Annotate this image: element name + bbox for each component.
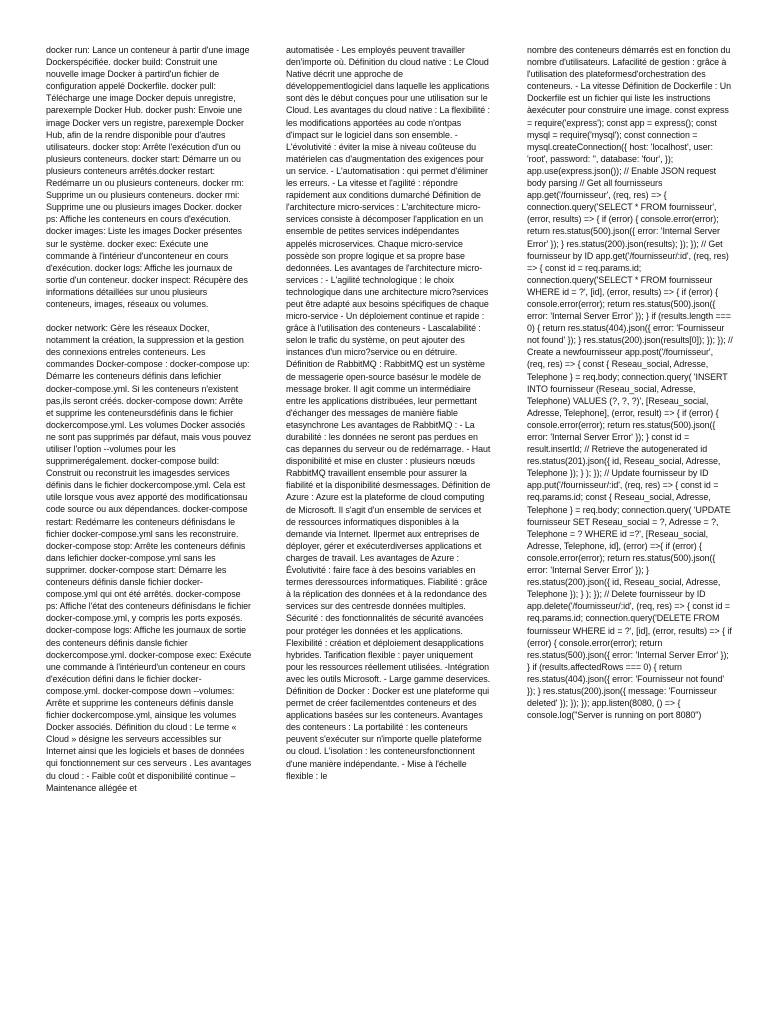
text-column-left bbox=[46, 44, 252, 794]
cloud-definitions-paragraph: automatisée - Les employés peuvent travailler den'importe où. Définition du cloud native : Le Cloud Native décrit une approche de développementlogiciel dans laquelle les applications sont dès le début conçues pour une utilisation sur le Cloud. Les avantages du cloud native : La flexibilité : les modifications apportées au code n'ontpas d'impact sur le logiciel dans son ensemble. - L'évolutivité : éviter la mise à niveau coûteuse du matérielen cas d'augmentation des exigences pour un service. - L'automatisation : qui permet d'éliminer les erreurs. - La vitesse et l'agilité : répondre rapidement aux conditions dumarché Définition de l'architecture micro-services : L'architecture micro-services consiste à décomposer l'application en un ensemble de petites services indépendantes appelés microservices. Chaque micro-service possède son propre logique et sa propre base dedonnées. Les avantages de l'architecture micro-services : - L'agilité technologique : le choix technologique dans une architecture micro?services peut être adapté aux besoins spécifiques de chaque micro-service - Un déploiement continue et rapide : grâce à l'utilisation des conteneurs - Lascalabilité : selon le trafic du système, on peut ajouter des instances d'un micro?service ou en détruire. Définition de RabbitMQ : RabbitMQ est un système de messagerie open-source basésur le modèle de message broker. Il agit comme un intermédiaire entre les applications distribuées, leur permettant d'échanger des messages de manière fiable etasynchrone Les avantages de RabbitMQ : - La durabilité : les données ne seront pas perdues en cas depannes du serveur ou de redémarrage. - Haut disponibilité et mise en cluster : plusieurs nœuds RabbitMQ travaillent ensemble pour assurer la fiabilité et la disponibilité desmessages. Définition de Azure : Azure est la plateforme de cloud computing de Microsoft. Il s'agit d'un ensemble de services et de ressources informatiques disponibles à la demande via Internet. Ilpermet aux entreprises de déployer, gérer et exécuterdiverses applications et charges de travail. Les avantages de Azure : Évolutivité : faire face à des besoins variables en termes deressources informatiques. Fiabilité : grâce à la réplication des données et à la redondance des services sur des centresde données multiples. Sécurité : des fonctionnalités de sécurité avancées pour protéger les données et les applications. Flexibilité : création et déploiement desapplications hybrides. Tarification flexible : payer uniquement pour les ressources réellement utilisées. -Intégration avec les outils Microsoft. - Large gamme deservices. Définition de Docker : Docker est une plateforme qui permet de créer facilementdes conteneurs et des applications basées sur les conteneurs. Avantages des conteneurs : La portabilité : les conteneurs peuvent s'exécuter sur n'importe quelle plateforme ou cloud. L'isolation : les conteneursfonctionnent d'une manière indépendante. - Mise à l'échelle flexible : le bbox=[286, 45, 491, 781]
text-column-right bbox=[527, 44, 733, 721]
code-listing-paragraph: nombre des conteneurs démarrés est en fonction du nombre d'utilisateurs. Lafacilité de gestion : grâce à l'utilisation des plateformesd'orchestration des conteneurs. - La vitesse Définition de Dockerfile : Un Dockerfile est un fichier qui liste les instructions àexécuter pour construire une image. const express = require('express'); const app = express(); const mysql = require('mysql'); const connection = mysql.createConnection({ host: 'localhost', user: 'root', password: '', database: 'four', }); app.use(express.json()); // Enable JSON request body parsing // Get all fournisseurs app.get('/fournisseur', (req, res) => { connection.query('SELECT * FROM fournisseur', (error, results) => { if (error) { console.error(error); return res.status(500).json({ error: 'Internal Server Error' }); } res.status(200).json(results); }); }); // Get fournisseur by ID app.get('/fournisseur/:id', (req, res) => { const id = req.params.id; connection.query('SELECT * FROM fournisseur WHERE id = ?', [id], (error, results) => { if (error) { console.error(error); return res.status(500).json({ error: 'Internal Server Error' }); } if (results.length === 0) { return res.status(404).json({ error: 'Fournisseur not found' }); } res.status(200).json(results[0]); }); }); // Create a newfournisseur app.post('/fournisseur', (req, res) => { const { Reseau_social, Adresse, Telephone } = req.body; connection.query( 'INSERT INTO fournisseur (Reseau_social, Adresse, Telephone) VALUES (?, ?, ?)', [Reseau_social, Adresse, Telephone], (error, result) => { if (error) { console.error(error); return res.status(500).json({ error: 'Internal Server Error' }); } const id = result.insertId; // Retrieve the autogenerated id res.status(201).json({ id, Reseau_social, Adresse, Telephone }); } ); }); // Update fournisseur by ID app.put('/fournisseur/:id', (req, res) => { const id = req.params.id; const { Reseau_social, Adresse, Telephone } = req.body; connection.query( 'UPDATE fournisseur SET Reseau_social = ?, Adresse = ?, Telephone = ? WHERE id =?', [Reseau_social, Adresse, Telephone, id], (error) =>{ if (error) { console.error(error); return res.status(500).json({ error: 'Internal Server Error' }); } res.status(200).json({ id, Reseau_social, Adresse, Telephone }); } ); }); // Delete fournisseur by ID app.delete('/fournisseur/:id', (req, res) => { const id = req.params.id; connection.query('DELETE FROM fournisseur WHERE id = ?', [id], (error, results) => { if (error) { console.error(error); return res.status(500).json({ error: 'Internal Server Error' }); } if (results.affectedRows === 0) { return res.status(404).json({ error: 'Fournisseur not found' }); } res.status(200).json({ message: 'Fournisseur deleted' }); }); }); app.listen(8080, () => { console.log("Server is running on port 8080") bbox=[527, 45, 733, 721]
docker-commands-paragraph: docker run: Lance un conteneur à partir d'une image Dockerspécifiée. docker build: Construit une nouvelle image Docker à partird'un fichier de configuration appelé Dockerfile. docker pull: Télécharge une image Docker depuis unregistre, parexemple Docker Hub. docker push: Envoie une image Docker vers un registre, parexemple Docker Hub, afin de la rendre disponible pour d'autres utilisateurs. docker stop: Arrête l'exécution d'un ou plusieurs conteneurs. docker start: Démarre un ou plusieurs conteneurs arrêtés.docker restart: Redémarre un ou plusieurs conteneurs. docker rm: Supprime un ou plusieurs conteneurs. docker rmi: Supprime une ou plusieurs images Docker. docker ps: Affiche les conteneurs en cours d'exécution. docker images: Liste les images Docker présentes sur le système. docker exec: Exécute une commande à l'intérieur d'unconteneur en cours d'exécution. docker logs: Affiche les journaux de sortie d'un conteneur. docker inspect: Récupère des informations détaillées sur unou plusieurs conteneurs, images, réseaux ou volumes. bbox=[46, 45, 250, 309]
docker-compose-paragraph: docker network: Gère les réseaux Docker, notamment la création, la suppression et la gestion des connexions entreles conteneurs. Les commandes Docker-compose : docker-compose up: Démarre les conteneurs définis dans lefichier docker-compose.yml. Si les conteneurs n'existent pas,ils seront créés. docker-compose down: Arrête et supprime les conteneursdéfinis dans le fichier dockercompose.yml. Les volumes Docker associés ne sont pas supprimés par défaut, mais vous pouvez utiliser l'option --volumes pour les supprimerégalement. docker-compose build: Construit ou reconstruit les imagesdes services définis dans le fichier dockercompose.yml. Cela est utile lorsque vous avez apporté des modificationsau code source ou aux dépendances. docker-compose restart: Redémarre les conteneurs définisdans le fichier docker-compose.yml sans les reconstruire. docker-compose stop: Arrête les conteneurs définis dans lefichier docker-compose.yml sans les supprimer. docker-compose start: Démarre les conteneurs définis dansle fichier docker-compose.yml qui ont été arrêtés. docker-compose ps: Affiche l'état des conteneurs définisdans le fichier docker-compose.yml, y compris les ports exposés. docker-compose logs: Affiche les journaux de sortie des conteneurs définis dansle fichier dockercompose.yml. docker-compose exec: Exécute une commande à l'intérieurd'un conteneur en cours d'exécution défini dans le fichier docker-compose.yml. docker-compose down --volumes: Arrête et supprime les conteneurs définis dansle fichier dockercompose.yml, ainsique les volumes Docker associés. Définition du cloud : Le terme « Cloud » désigne les serveurs accessibles sur Internet ainsi que les logiciels et bases de données qui fonctionnement sur ces serveurs . Les avantages du cloud : - Faible coût et disponibilité continue – Maintenance allégée et bbox=[46, 323, 252, 793]
text-column-middle bbox=[286, 44, 492, 782]
